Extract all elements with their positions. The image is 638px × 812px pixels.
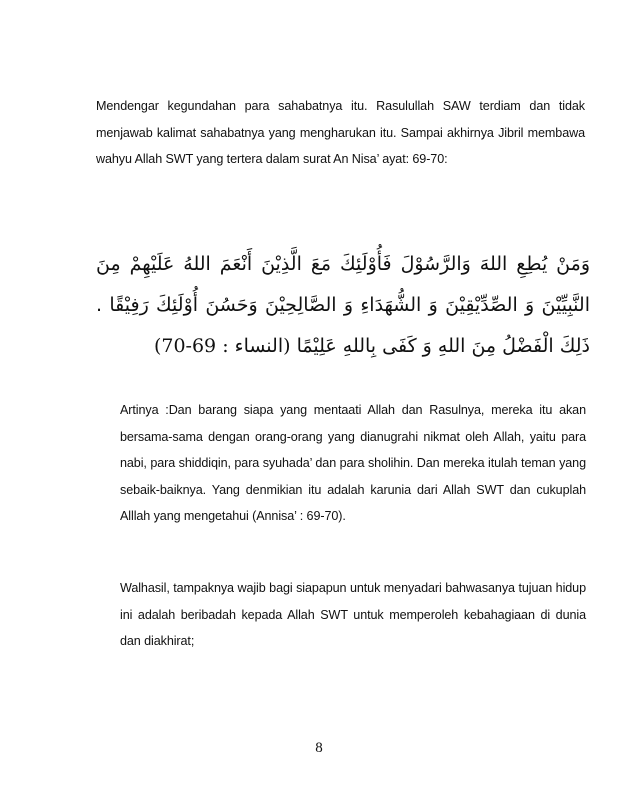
page-number: 8 [315,740,323,756]
quran-verse-text: وَمَنْ يُطِعِ اللهَ وَالرَّسُوْلَ فَأُوْلَئِكَ مَعَ الَّذِيْنَ أَنْعَمَ اللهُ عَلَيْهِمْ مِنَ النَّبِيِّيْنَ وَ الصِّدِّيْقِيْنَ وَ الشُّهَدَاءِ وَ الصَّالِحِيْنَ وَحَسُنَ أُوْلَئِكَ رَفِيْقًا . ذَلِكَ الْفَضْلُ مِنَ اللهِ وَ كَفَى بِاللهِ عَلِيْمًا [96,253,590,357]
translation-paragraph: Artinya :Dan barang siapa yang mentaati Allah dan Rasulnya, mereka itu akan bersama-sama dengan orang-orang yang dianugrahi nikmat oleh Allah, yaitu para nabi, para shiddiqin, para syuhada’ dan para sholihin. Dan mereka itulah teman yang sebaik-baiknya. Yang denmikian itu adalah karunia dari Allah SWT dan cukuplah Alllah yang mengetahui (Annisa’ : 69-70). [120,403,586,523]
verse-reference: (النساء : 69-70) [153,335,291,357]
quran-verse [96,244,590,367]
conclusion-paragraph: Walhasil, tampaknya wajib bagi siapapun untuk menyadari bahwasanya tujuan hidup ini adalah beribadah kepada Allah SWT untuk memperoleh kebahagiaan di dunia dan diakhirat; [120,581,586,648]
intro-paragraph: Mendengar kegundahan para sahabatnya itu. Rasulullah SAW terdiam dan tidak menjawab kalimat sahabatnya yang mengharukan itu. Sampai akhirnya Jibril membawa wahyu Allah SWT yang tertera dalam surat An Nisa’ ayat: 69-70: [96,99,585,166]
